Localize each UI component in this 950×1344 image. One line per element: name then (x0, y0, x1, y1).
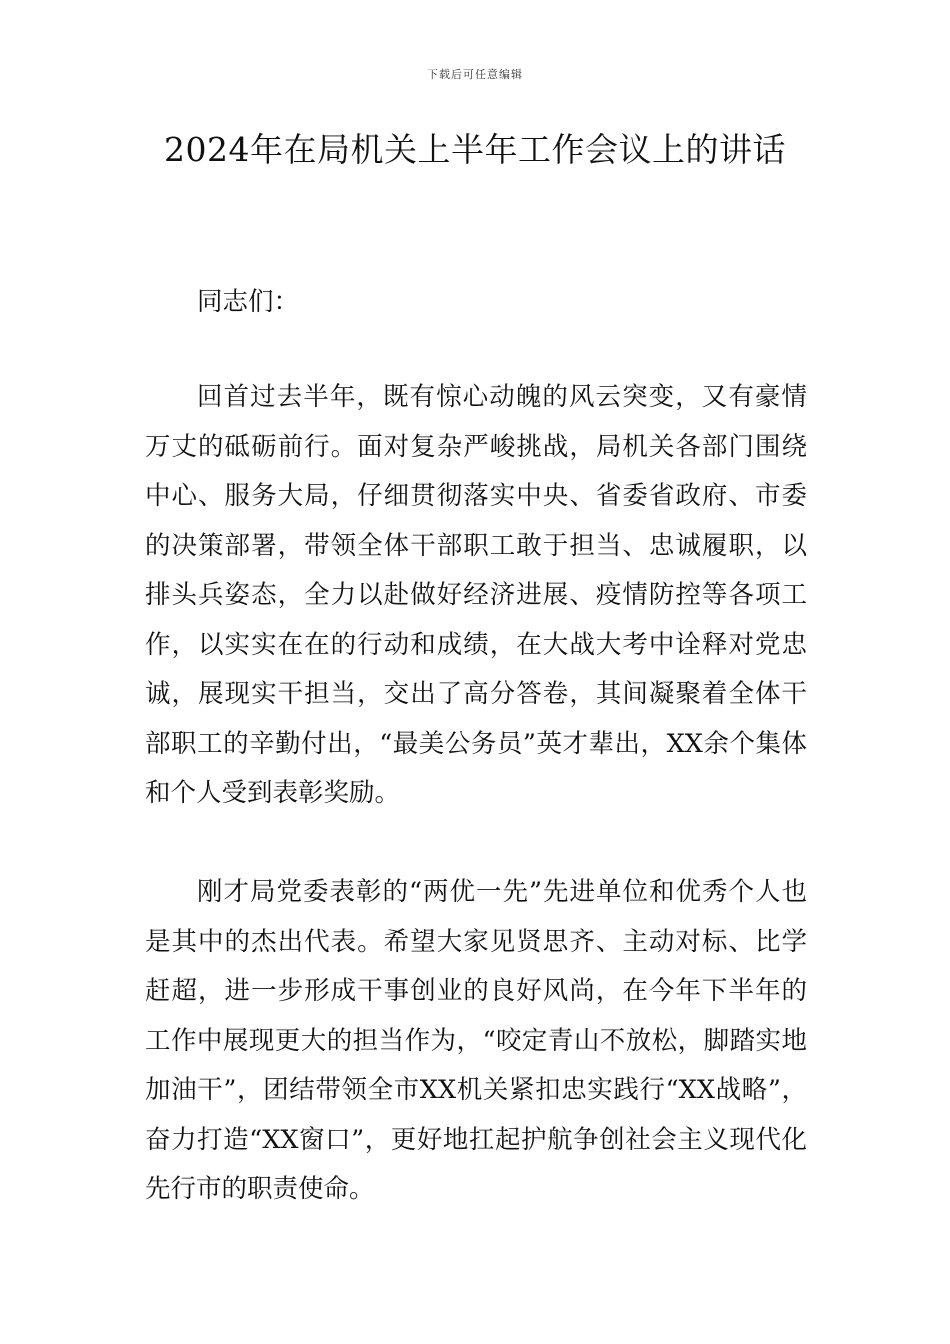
document-title: 2024年在局机关上半年工作会议上的讲话 (164, 130, 786, 169)
header-note: 下载后可任意编辑 (427, 68, 523, 81)
paragraph-2: 刚才局党委表彰的“两优一先”先进单位和优秀个人也是其中的杰出代表。希望大家见贤思齐、主动对标、比学赶超，进一步形成干事创业的良好风尚，在今年下半年的工作中展现更大的担当作为，“咬定青山不放松，脚踏实地加油干”，团结带领全市XX机关紧扣忠实践行“XX战略”，奋力打造“XX窗口”，更好地扛起护航争创社会主义现代化先行市的职责使命。 (145, 877, 807, 1204)
paragraph-1: 回首过去半年，既有惊心动魄的风云突变，又有豪情万丈的砥砺前行。面对复杂严峻挑战，局机关各部门围绕中心、服务大局，仔细贯彻落实中央、省委省政府、市委的决策部署，带领全体干部职工敢于担当、忠诚履职，以排头兵姿态，全力以赴做好经济进展、疫情防控等各项工作，以实实在在的行动和成绩，在大战大考中诠释对党忠诚，展现实干担当，交出了高分答卷，其间凝聚着全体干部职工的辛勤付出，“最美公务员”英才辈出，XX余个集体和个人受到表彰奖励。 (145, 382, 807, 808)
greeting: 同志们： (197, 287, 300, 317)
